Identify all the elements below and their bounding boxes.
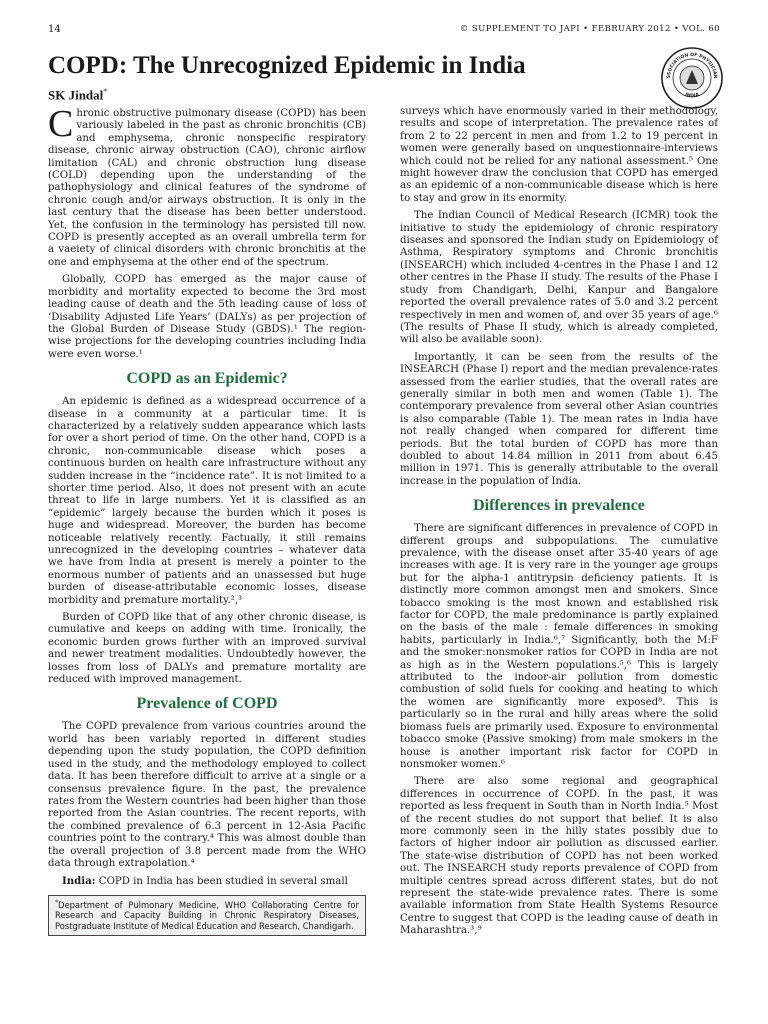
india-continued-paragraph: surveys which have enormously varied in their methodology, results and scope of interpretation. The prevalence rates of from 2 to 22 percent in men and from 1.2 to 19 percent in women were generally based on unquestionnaire-interviews which could not be relied for any national assessment.⁵ One might however draw the conclusion that COPD has emerged as an epidemic of a non-communicable disease which is here to stay and grow in its enormity. xyxy=(400,106,718,204)
prevalence-paragraph-1: The COPD prevalence from various countries around the world has been variably reported in different studies depending upon the study population, the COPD definition used in the study, and the methodology employed to collect data. It has been therefore difficult to arrive at a single or a consensus prevalence figure. In the past, the prevalence rates from the Western countries had been higher than those reported from the Asian countries. The recent reports, with the combined prevalence of 6.3 percent in 12-Asia Pacific countries point to the contrary.⁴ This was almost double than the overall projection of 3.8 percent made from the WHO data through extrapolation.⁴ xyxy=(48,721,366,869)
intro-paragraph-2: Globally, COPD has emerged as the major cause of morbidity and mortality expected to become the 3rd most leading cause of death and the 5th leading cause of loss of ‘Disability Adjusted Life Years’ (DALYs) as per projection of the Global Burden of Disease Study (GBDS).¹ The region-wise projections for the developing countries including India were even worse.¹ xyxy=(48,274,366,360)
heading-differences-prevalence: Differences in prevalence xyxy=(473,497,645,515)
author-name: SK Jindal xyxy=(48,87,104,103)
india-paragraph xyxy=(48,875,366,888)
affiliation-box xyxy=(48,895,366,936)
india-label: India: xyxy=(62,875,96,888)
author-marker: * xyxy=(103,87,108,96)
affiliation-marker: * xyxy=(55,898,58,906)
intro-paragraph-1 xyxy=(48,103,366,269)
epidemic-paragraph-1: An epidemic is defined as a widespread occurrence of a disease in a community at a particular time. It is characterized by a relatively sudden appearance which lasts for over a short period of time. On the other hand, COPD is a chronic, non-communicable disease which poses a continuous burden on health care infrastructure without any sudden increase in the “incidence rate”. It is not limited to a shorter time period. Also, it does not present with an acute threat to life in large numbers. Yet it is classified as an “epidemic” largely because the burden which it poses is huge and widespread. Moreover, the burden has become noticeable relatively recently. Factually, it still remains unrecognized in the developing countries – whatever data we have from India at present is merely a pointer to the enormous number of patients and an unassessed but huge burden of disease-attributable economic losses, disease morbidity and premature mortality.²,³ xyxy=(48,396,366,606)
seal-text-top: SSOCIATION OF PHYSICIAN xyxy=(666,52,718,79)
right-column xyxy=(400,106,718,943)
icmr-paragraph: The Indian Council of Medical Research (ICMR) took the initiative to study the epidemiology of chronic respiratory diseases and sponsored the Indian study on Epidemiology of Asthma, Respiratory symptoms and Chronic bronchitis (INSEARCH) which included 4-centres in the Phase I and 12 other centres in the Phase II study. The results of the Phase I study from Chandigarh, Delhi, Kanpur and Bangalore reported the overall prevalence rates of 5.0 and 3.2 percent respectively in men and women of, and over 35 years of age.⁶ (The results of Phase II study, which is already completed, will also be available soon). xyxy=(400,210,718,346)
article-title: COPD: The Unrecognized Epidemic in India xyxy=(48,52,526,79)
heading-copd-epidemic: COPD as an Epidemic? xyxy=(126,370,288,388)
author xyxy=(48,87,107,103)
differences-paragraph-1: There are significant differences in prevalence of COPD in different groups and subpopulations. The cumulative prevalence, with the disease onset after 35-40 years of age increases with age. It is very rare in the younger age groups but for the alpha-1 antitrypsin deficiency patients. It is distinctly more common amongst men and smokers. Since tobacco smoking is the most known and established risk factor for COPD, the male predominance is partly explained on the basis of the male : female differences in smoking habits, particularly in India.⁶,⁷ Significantly, both the M:F and the smoker:nonsmoker ratios for COPD in India are not as high as in the Western populations.⁵,⁶ This is largely attributed to the indoor-air pollution from domestic combustion of solid fuels for cooking and heating to which the women are significantly more exposed⁸. This is particularly so in the rural and hilly areas where the solid biomass fuels are primarily used. Exposure to environmental tobacco smoke (Passive smoking) from male smokers in the house is another important risk factor for COPD in nonsmoker women.⁶ xyxy=(400,523,718,770)
epidemic-paragraph-2: Burden of COPD like that of any other chronic disease, is cumulative and keeps on adding with time. Ironically, the economic burden grows further with an improved survival and newer treatment modalities. Undoubtedly however, the losses from loss of DALYs and premature mortality are reduced with improved management. xyxy=(48,612,366,686)
intro-paragraph-1-text: hronic obstructive pulmonary disease (COPD) has been variously labeled in the past as chronic bronchitis (CB) and emphysema, chronic nonspecific respiratory disease, chronic airway obstruction (CAO), chronic airflow limitation (CAL) and chronic obstruction lung disease (COLD) depending upon the understanding of the pathophysiology and clinical features of the syndrome of chronic cough and/or airways obstruction. It is only in the last century that the disease has been better understood. Yet, the confusion in the terminology has persisted till now. COPD is presently accepted as an overall umbrella term for a vaeiety of clinical disorders with chronic bronchitis at the one and emphysema at the other end of the spectrum. xyxy=(48,108,366,268)
running-header: © SUPPLEMENT TO JAPI • FEBRUARY 2012 • VOL. 60 xyxy=(459,24,720,34)
page-number: 14 xyxy=(48,24,61,35)
affiliation-text: Department of Pulmonary Medicine, WHO Collaborating Centre for Research and Capacity Building in Chronic Respiratory Diseases, Postgraduate Institute of Medical Education and Research, Chandigarh. xyxy=(55,899,359,931)
differences-paragraph-2: There are also some regional and geographical differences in occurrence of COPD. In the past, it was reported as less frequent in South than in North India.⁵ Most of the recent studies do not support that belief. It is also more commonly seen in the hilly states possibly due to factors of higher indoor air pollution as discussed earlier. The state-wise distribution of COPD has not been worked out. The INSEARCH study reports prevalence of COPD from multiple centres spread across different states, but do not represent the state-wide prevalence rates. There is some available information from State Health Systems Resource Centre to suggest that COPD is the leading cause of death in Maharashtra.³,⁹ xyxy=(400,776,718,937)
heading-prevalence: Prevalence of COPD xyxy=(136,695,278,713)
association-seal-icon xyxy=(660,46,724,110)
india-paragraph-text: COPD in India has been studied in several small xyxy=(95,876,348,888)
insearch-paragraph: Importantly, it can be seen from the results of the INSEARCH (Phase I) report and the median prevalence-rates assessed from the earlier studies, that the overall rates are generally similar in both men and women (Table 1). The contemporary prevalence from several other Asian countries is also comparable (Table 1). The mean rates in India have not really changed when compared for different time periods. But the total burden of COPD has more than doubled to about 14.84 million in 2011 from about 6.45 million in 1971. This is generally attributable to the overall increase in the population of India. xyxy=(400,351,718,487)
left-column xyxy=(48,103,366,936)
drop-cap: C xyxy=(48,103,74,145)
seal-text-bottom: INDIA xyxy=(684,92,700,99)
